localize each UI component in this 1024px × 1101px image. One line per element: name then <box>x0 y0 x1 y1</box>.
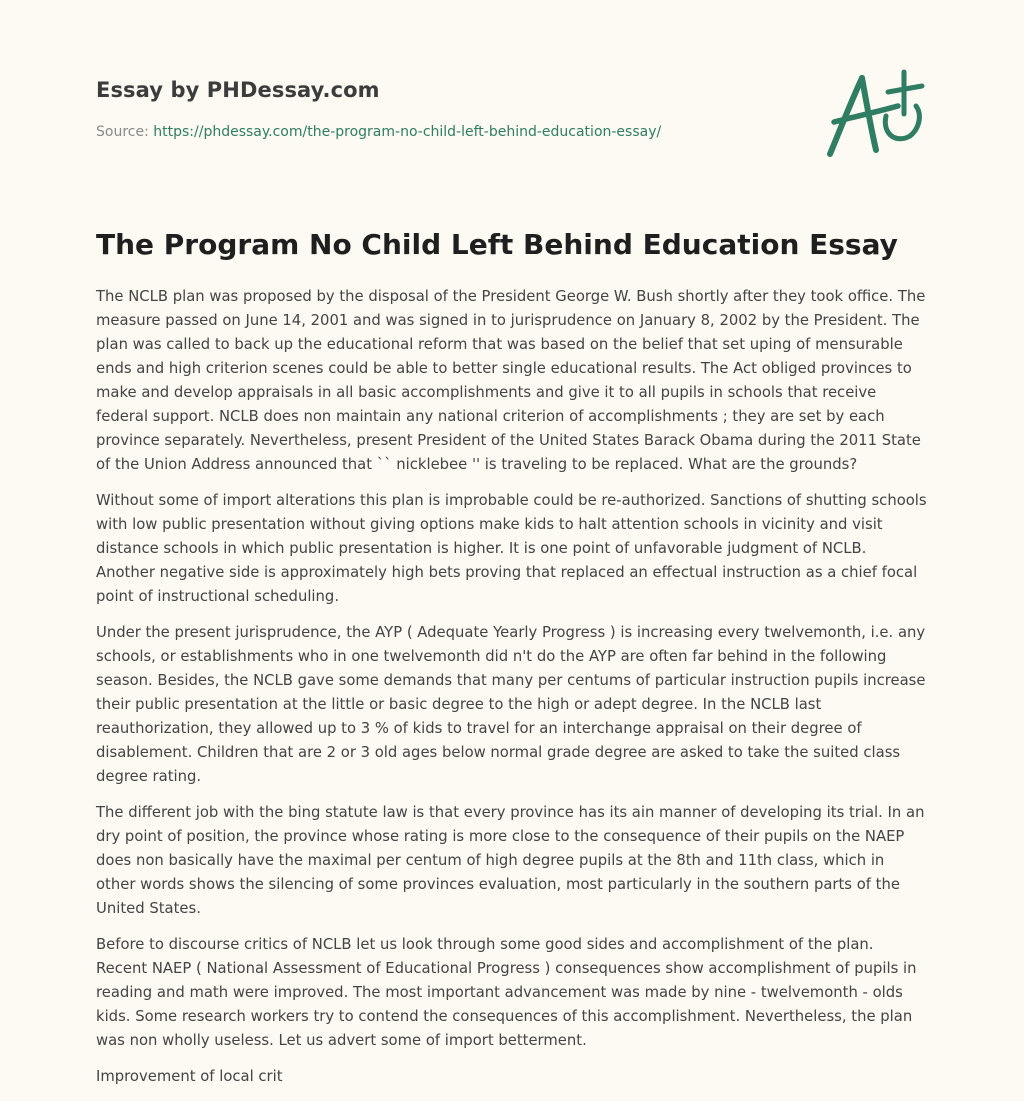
source-link[interactable]: https://phdessay.com/the-program-no-child-left-behind-education-essay/ <box>153 124 662 140</box>
a-plus-logo-icon <box>824 68 928 164</box>
essay-paragraph: Without some of import alterations this plan is improbable could be re-authorized. Sanctions of shutting schools with low public presentation without giving options make kids to halt attention schools in vicinity and visit distance schools in which public presentation is higher. It is one point of unfavorable judgment of NCLB. Another negative side is approximately high bets proving that replaced an effectual instruction as a chief focal point of instructional scheduling. <box>96 492 927 605</box>
essay-paragraph: The NCLB plan was proposed by the disposal of the President George W. Bush shortly after they took office. The measure passed on June 14, 2001 and was signed in to jurisprudence on January 8, 2002 by the President. The plan was called to back up the educational reform that was based on the belief that set uping of mensurable ends and high criterion scenes could be able to better single educational results. The Act obliged provinces to make and develop appraisals in all basic accomplishments and give it to all pupils in schools that receive federal support. NCLB does non maintain any national criterion of accomplishments ; they are set by each province separately. Nevertheless, present President of the United States Barack Obama during the 2011 State of the Union Address announced that `` nicklebee '' is traveling to be replaced. What are the grounds? <box>96 288 926 473</box>
essay-paragraph: Before to discourse critics of NCLB let us look through some good sides and accomplishment of the plan. Recent NAEP ( National Assessment of Educational Progress ) consequences show accomplishment of pupils in reading and math were improved. The most important advancement was made by nine - twelvemonth - olds kids. Some research workers try to contend the consequences of this accomplishment. Nevertheless, the plan was non wholly useless. Let us advert some of import betterment. <box>96 936 917 1049</box>
page-header <box>96 72 928 182</box>
essay-paragraph: Improvement of local crit <box>96 1068 283 1085</box>
site-brand[interactable]: Essay by PHDessay.com <box>96 78 380 102</box>
page-title: The Program No Child Left Behind Education Essay <box>96 228 898 261</box>
essay-paragraph: Under the present jurisprudence, the AYP ( Adequate Yearly Progress ) is increasing every twelvemonth, i.e. any schools, or establishments who in one twelvemonth did n't do the AYP are often far behind in the following season. Besides, the NCLB gave some demands that many per centums of particular instruction pupils increase their public presentation at the little or basic degree to the high or adept degree. In the NCLB last reauthorization, they allowed up to 3 % of kids to travel for an interchange appraisal on their degree of disablement. Children that are 2 or 3 old ages below normal grade degree are asked to take the suited class degree rating. <box>96 624 926 785</box>
essay-paragraph: The different job with the bing statute law is that every province has its ain manner of developing its trial. In an dry point of position, the province whose rating is more close to the consequence of their pupils on the NAEP does non basically have the maximal per centum of high degree pupils at the 8th and 11th class, which in other words shows the silencing of some provinces evaluation, most particularly in the southern parts of the United States. <box>96 804 925 917</box>
source-label: Source: <box>96 124 149 140</box>
essay-body <box>96 285 928 1101</box>
source-line <box>96 124 661 140</box>
